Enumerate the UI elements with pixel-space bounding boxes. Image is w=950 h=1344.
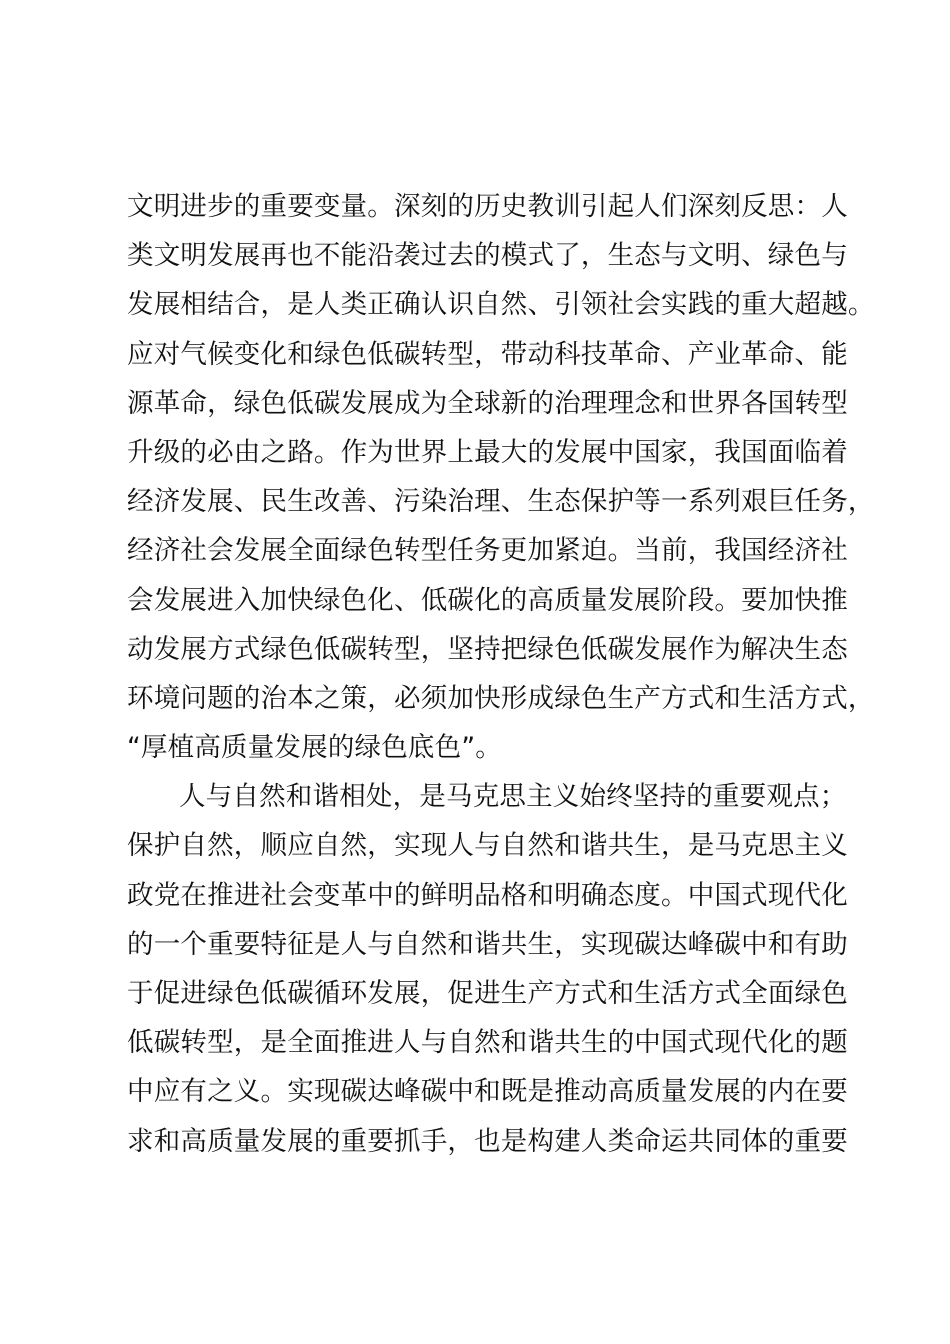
- text-line: 低碳转型，是全面推进人与自然和谐共生的中国式现代化的题: [127, 1027, 848, 1059]
- text-line: 政党在推进社会变革中的鲜明品格和明确态度。中国式现代化: [127, 879, 848, 911]
- text-line: 的一个重要特征是人与自然和谐共生，实现碳达峰碳中和有助: [127, 928, 848, 960]
- text-line: 应对气候变化和绿色低碳转型，带动科技革命、产业革命、能: [127, 338, 848, 370]
- text-line: 环境问题的治本之策，必须加快形成绿色生产方式和生活方式，: [127, 682, 875, 714]
- text-line: 会发展进入加快绿色化、低碳化的高质量发展阶段。要加快推: [127, 584, 848, 616]
- text-line: 文明进步的重要变量。深刻的历史教训引起人们深刻反思：人: [127, 191, 848, 222]
- text-line: 类文明发展再也不能沿袭过去的模式了，生态与文明、绿色与: [127, 240, 848, 272]
- text-line: 升级的必由之路。作为世界上最大的发展中国家，我国面临着: [127, 436, 848, 468]
- text-line: 经济社会发展全面绿色转型任务更加紧迫。当前，我国经济社: [127, 535, 848, 567]
- text-line: 发展相结合，是人类正确认识自然、引领社会实践的重大超越。: [127, 289, 875, 321]
- text-line: 中应有之义。实现碳达峰碳中和既是推动高质量发展的内在要: [127, 1076, 848, 1108]
- text-line: “厚植高质量发展的绿色底色”。: [127, 732, 502, 764]
- body-text: [127, 182, 875, 1166]
- text-line: 于促进绿色低碳循环发展，促进生产方式和生活方式全面绿色: [127, 978, 848, 1009]
- text-line: 保护自然，顺应自然，实现人与自然和谐共生，是马克思主义: [127, 830, 848, 862]
- paragraph-start-line: 人与自然和谐相处，是马克思主义始终坚持的重要观点；: [179, 781, 847, 813]
- text-line: 动发展方式绿色低碳转型，坚持把绿色低碳发展作为解决生态: [127, 633, 848, 665]
- text-line: 经济发展、民生改善、污染治理、生态保护等一系列艰巨任务，: [127, 486, 875, 518]
- text-line: 源革命，绿色低碳发展成为全球新的治理理念和世界各国转型: [127, 387, 848, 419]
- text-line: 求和高质量发展的重要抓手，也是构建人类命运共同体的重要: [127, 1125, 848, 1157]
